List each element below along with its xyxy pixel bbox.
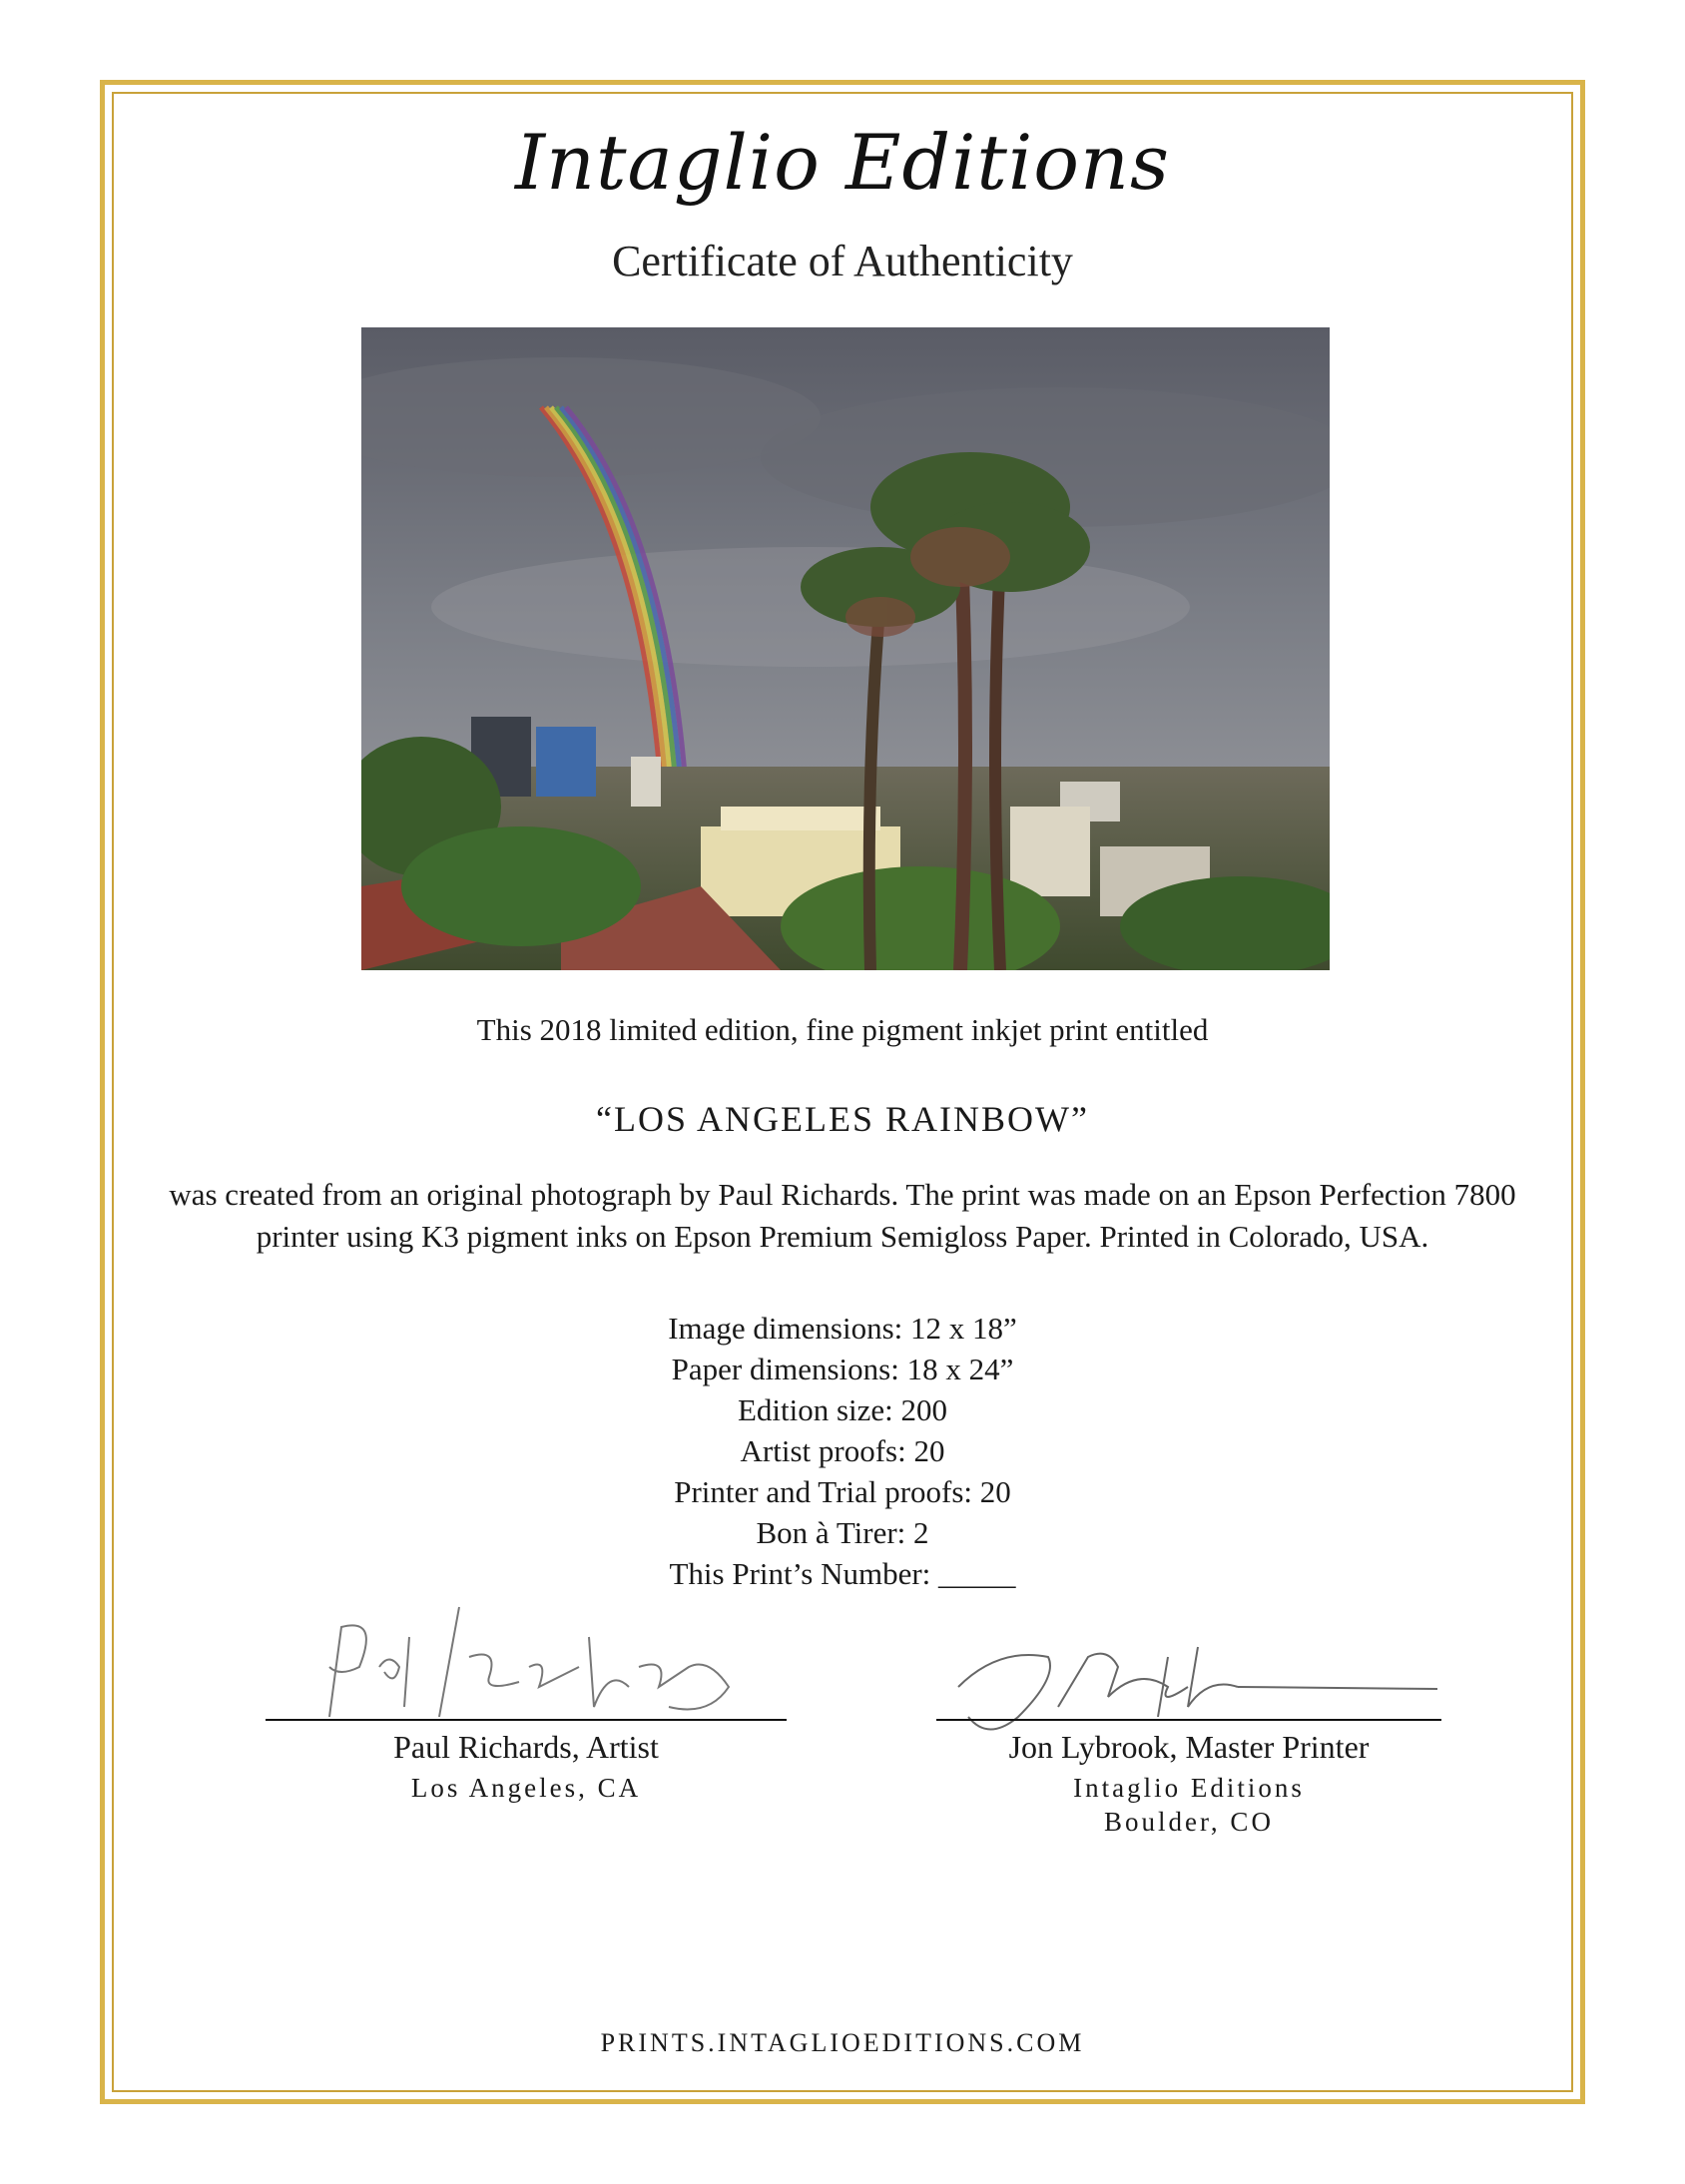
printer-company: Intaglio Editions (1073, 1773, 1305, 1803)
spec-paper-dimensions: Paper dimensions: 18 x 24” (671, 1352, 1014, 1386)
printer-name: Jon Lybrook, Master Printer (1008, 1729, 1370, 1765)
spec-image-dimensions: Image dimensions: 12 x 18” (668, 1311, 1017, 1346)
certificate-subtitle: Certificate of Authenticity (612, 237, 1073, 285)
spec-bon-a-tirer: Bon à Tirer: 2 (756, 1515, 929, 1550)
intro-text: This 2018 limited edition, fine pigment inkjet print entitled (476, 1012, 1209, 1047)
footer-url: PRINTS.INTAGLIOEDITIONS.COM (600, 2028, 1085, 2057)
artwork-title: “LOS ANGELES RAINBOW” (596, 1099, 1089, 1139)
artist-name: Paul Richards, Artist (393, 1729, 659, 1765)
artwork-photo (361, 327, 1330, 970)
spec-print-number: This Print’s Number: _____ (669, 1556, 1016, 1591)
spec-artist-proofs: Artist proofs: 20 (740, 1433, 945, 1468)
brand-title: Intaglio Editions (515, 118, 1170, 207)
artist-signature-line (266, 1719, 787, 1721)
spec-printer-proofs: Printer and Trial proofs: 20 (674, 1474, 1011, 1509)
description-line-2: printer using K3 pigment inks on Epson Premium Semigloss Paper. Printed in Colorado, USA. (256, 1219, 1429, 1254)
description (130, 1174, 1555, 1258)
specs-list (0, 1308, 1685, 1594)
artist-signature (289, 1597, 769, 1727)
spec-edition-size: Edition size: 200 (737, 1392, 948, 1427)
description-line-1: was created from an original photograph by Paul Richards. The print was made on an Epson Perfection 7800 (169, 1177, 1516, 1212)
printer-location: Boulder, CO (1104, 1807, 1274, 1837)
printer-signature-line (936, 1719, 1441, 1721)
artist-location: Los Angeles, CA (410, 1773, 642, 1803)
